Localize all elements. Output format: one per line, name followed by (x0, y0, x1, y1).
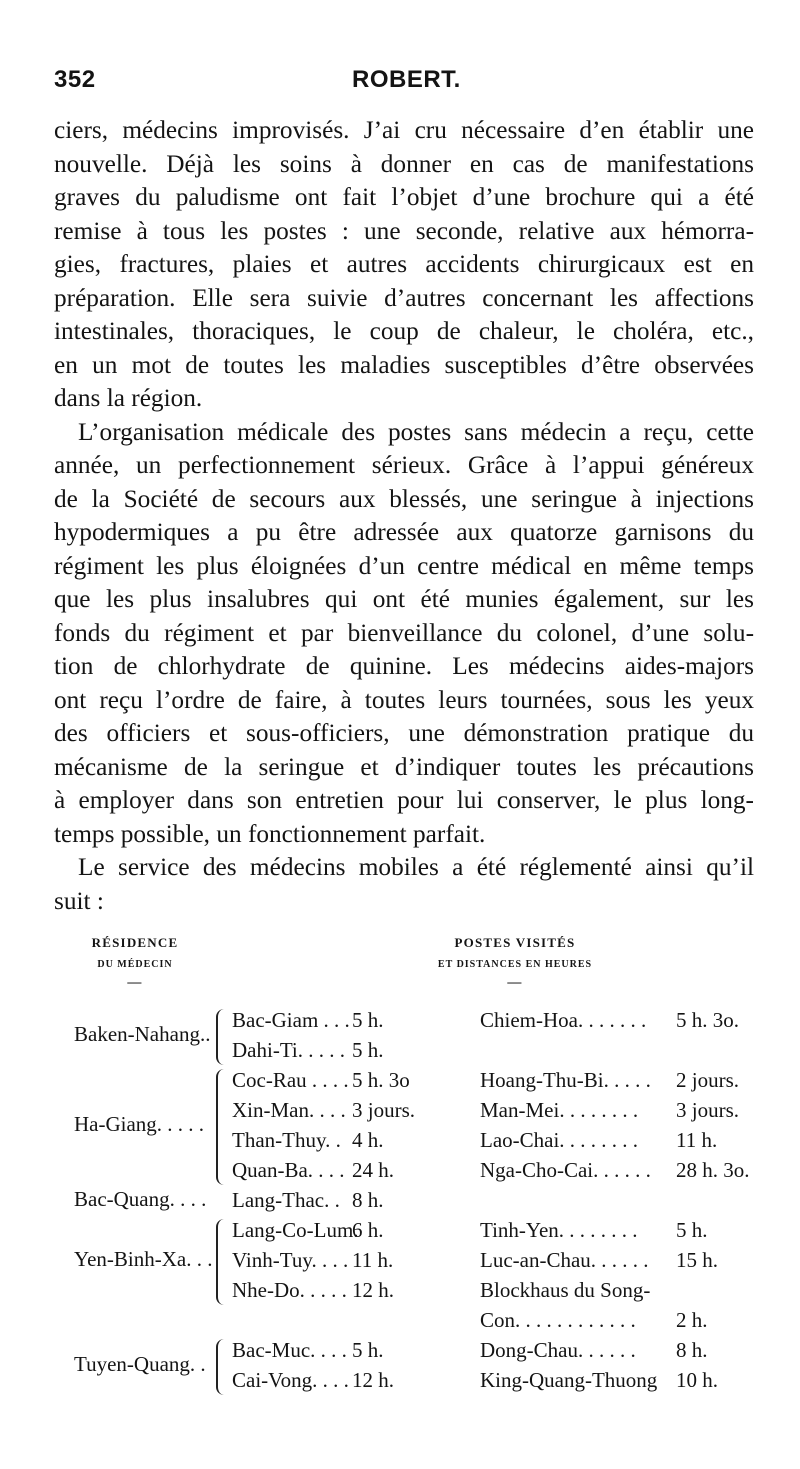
visited-post: King-Quang-Thuong (480, 1368, 658, 1392)
table-row (0, 1035, 800, 1065)
visited-post: Nga-Cho-Cai. . . . . . (480, 1158, 651, 1182)
text-line: nouvelle. Déjà les soins à donner en cas de manifestations (54, 149, 754, 178)
column-header-residence (60, 932, 210, 990)
page-header (0, 66, 800, 100)
text-line: L’organisation médicale des postes sans médecin a reçu, cette (78, 417, 754, 446)
paragraph (54, 416, 754, 852)
page-number: 352 (54, 66, 96, 93)
table-row (0, 1185, 800, 1215)
post-distance: 6 h. (352, 1218, 384, 1242)
post-place: Lang-Thac. . (232, 1188, 340, 1212)
visited-post-distance: 10 h. (676, 1368, 718, 1392)
post-place: Vinh-Tuy. . . . (232, 1248, 349, 1272)
residence-group (0, 1065, 800, 1185)
residence-name: Baken-Nahang.. (74, 1022, 211, 1046)
column-header-posts-title: POSTES VISITÉS (454, 935, 576, 950)
table-row (0, 1125, 800, 1155)
table-row (0, 1305, 800, 1335)
running-head: ROBERT. (352, 66, 461, 93)
post-place: Xin-Man. . . . (232, 1098, 346, 1122)
visited-post: Dong-Chau. . . . . . (480, 1338, 636, 1362)
post-distance: 24 h. (352, 1158, 394, 1182)
text-line: ciers, médecins improvisés. J’ai cru nécessaire d’en établir une (54, 116, 754, 144)
post-place: Nhe-Do. . . . . (232, 1278, 347, 1302)
post-distance: 11 h. (352, 1248, 394, 1272)
residence-name: Tuyen-Quang. . (74, 1352, 206, 1376)
visited-post-distance: 3 jours. (676, 1098, 739, 1122)
table-header (0, 932, 800, 992)
post-distance: 5 h. (352, 1008, 384, 1032)
visited-post: Hoang-Thu-Bi. . . . . (480, 1068, 651, 1092)
text-line: mécanisme de la seringue et d’indiquer toutes les précautions (54, 752, 754, 781)
post-place: Lang-Co-Lum. (232, 1218, 359, 1242)
post-place: Coc-Rau . . . . (232, 1068, 349, 1092)
visited-post-distance: 11 h. (676, 1128, 718, 1152)
column-header-residence-dash: — (127, 975, 143, 990)
text-line: régiment les plus éloignées d’un centre médical en même temps (54, 551, 754, 580)
post-place: Quan-Ba. . . . (232, 1158, 345, 1182)
post-place: Cai-Vong. . . . (232, 1368, 349, 1392)
residence-name: Yen-Binh-Xa. . . (74, 1247, 213, 1271)
column-header-residence-title: RÉSIDENCE (91, 935, 179, 950)
text-line: dans la région. (54, 384, 203, 412)
visited-post: Tinh-Yen. . . . . . . . (480, 1218, 638, 1242)
text-line: de la Société de secours aux blessés, une seringue à injections (54, 484, 754, 513)
text-line: hypodermiques a pu être adressée aux quatorze garnisons du (54, 518, 754, 546)
visited-post: Luc-an-Chau. . . . . . (480, 1248, 649, 1272)
post-distance: 4 h. (352, 1128, 384, 1152)
text-line: gies, fractures, plaies et autres accidents chirurgicaux est en (54, 250, 754, 278)
text-line: en un mot de toutes les maladies susceptibles d’être observées (54, 350, 754, 379)
post-distance: 12 h. (352, 1368, 394, 1392)
table-row (0, 1065, 800, 1095)
visited-post: Man-Mei. . . . . . . . (480, 1098, 639, 1122)
post-distance: 12 h. (352, 1278, 394, 1302)
post-place: Bac-Giam . . . (232, 1008, 350, 1032)
text-line: intestinales, thoraciques, le coup de chaleur, le choléra, etc., (54, 317, 754, 345)
table-row (0, 1215, 800, 1245)
visited-post-distance: 2 jours. (676, 1068, 739, 1092)
visited-post: Blockhaus du Song- (480, 1278, 651, 1302)
column-header-posts-dash: — (507, 975, 523, 990)
column-header-posts (410, 932, 620, 990)
text-line: remise à tous les postes : une seconde, relative aux hémorra- (54, 216, 754, 245)
visited-post-distance: 2 h. (676, 1308, 708, 1332)
paragraph (54, 114, 754, 416)
text-line: année, un perfectionnement sérieux. Grâce à l’appui généreux (54, 451, 754, 479)
text-line: tion de chlorhydrate de quinine. Les médecins aides-majors (54, 652, 754, 680)
table-row (0, 1005, 800, 1035)
table-row (0, 1245, 800, 1275)
residence-group (0, 1185, 800, 1215)
text-line: des officiers et sous-officiers, une démonstration pratique du (54, 719, 754, 747)
text-line: temps possible, un fonctionnement parfait. (54, 819, 486, 848)
text-line: graves du paludisme ont fait l’objet d’une brochure qui a été (54, 183, 754, 211)
visited-post: Lao-Chai. . . . . . . . (480, 1128, 639, 1152)
column-header-residence-subtitle: DU MÉDECIN (97, 959, 173, 970)
post-place: Bac-Muc. . . . (232, 1338, 347, 1362)
table-row (0, 1335, 800, 1365)
visited-post-distance: 15 h. (676, 1248, 718, 1272)
residence-group (0, 1005, 800, 1065)
residence-name: Bac-Quang. . . . (74, 1187, 207, 1211)
visited-post-distance: 28 h. 3o. (676, 1158, 750, 1182)
post-distance: 5 h. (352, 1338, 384, 1362)
text-line: ont reçu l’ordre de faire, à toutes leurs tournées, sous les yeux (54, 685, 754, 714)
residence-group (0, 1215, 800, 1335)
visited-post-distance: 8 h. (676, 1338, 708, 1362)
text-line: à employer dans son entretien pour lui conserver, le plus long- (54, 786, 754, 814)
post-distance: 3 jours. (352, 1098, 415, 1122)
text-line: que les plus insalubres qui ont été munies également, sur les (54, 585, 754, 613)
post-distance: 5 h. (352, 1038, 384, 1062)
text-line: préparation. Elle sera suivie d’autres concernant les affections (54, 283, 754, 312)
visited-post: Con. . . . . . . . . . . . (480, 1308, 636, 1332)
post-place: Dahi-Ti. . . . . (232, 1038, 345, 1062)
body-text (54, 114, 754, 918)
table-row (0, 1095, 800, 1125)
table-row (0, 1155, 800, 1185)
post-distance: 8 h. (352, 1188, 384, 1212)
column-header-posts-subtitle: ET DISTANCES EN HEURES (437, 959, 593, 970)
visited-post: Chiem-Hoa. . . . . . . (480, 1008, 647, 1032)
visited-post-distance: 5 h. (676, 1218, 708, 1242)
residence-group (0, 1335, 800, 1395)
text-line: suit : (54, 886, 104, 915)
post-distance: 5 h. 3o (352, 1068, 410, 1092)
text-line: Le service des médecins mobiles a été réglementé ainsi qu’il (78, 853, 754, 881)
table-row (0, 1365, 800, 1395)
post-place: Than-Thuy. . (232, 1128, 341, 1152)
residence-name: Ha-Giang. . . . . (74, 1112, 205, 1136)
text-line: fonds du régiment et par bienveillance du colonel, d’une solu- (54, 618, 754, 647)
paragraph (54, 851, 754, 918)
table-row (0, 1275, 800, 1305)
visited-post-distance: 5 h. 3o. (676, 1008, 739, 1032)
residence-table (0, 1005, 800, 1395)
